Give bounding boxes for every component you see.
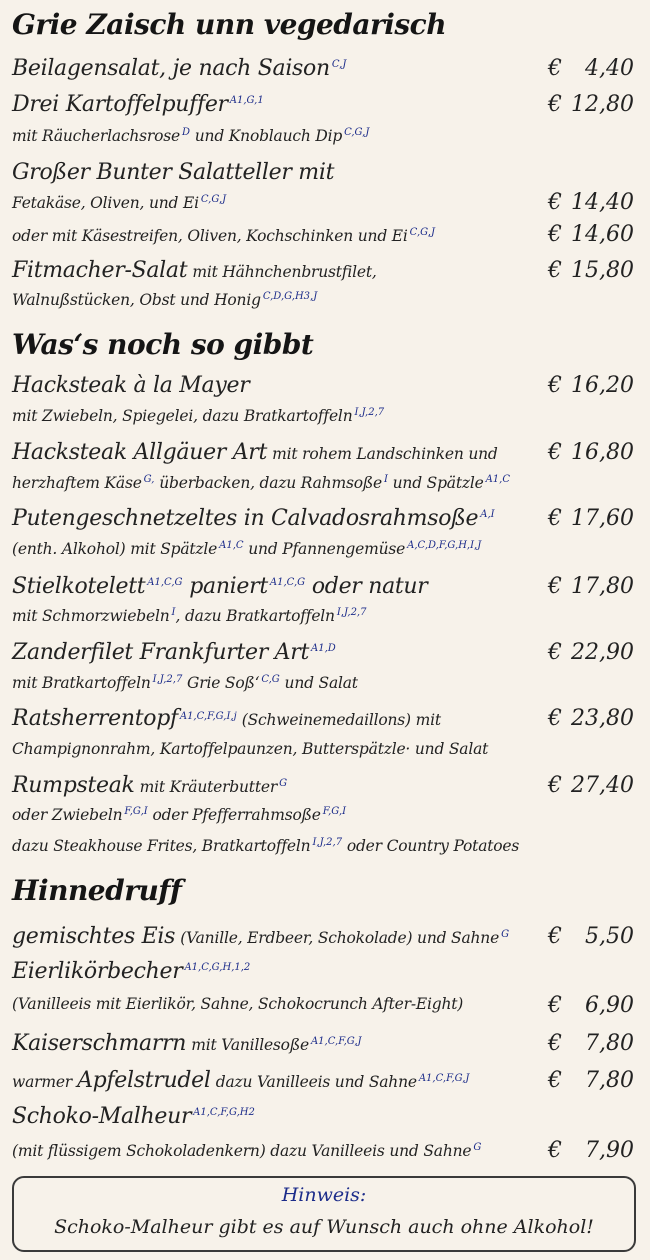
allergen-codes: I — [383, 474, 388, 485]
allergen-codes: I,J,2,7 — [336, 607, 367, 618]
item-name: Beilagensalat, je nach Saison — [12, 56, 330, 81]
allergen-codes: A1,C,F,G,I,j — [179, 710, 237, 722]
item-variant: Fetakäse, Oliven, und Ei $^{C,G,J}$ — [12, 194, 227, 213]
allergen-codes: A1,C,G — [269, 576, 306, 588]
item-name: Kaiserschmarrn — [12, 1031, 187, 1056]
allergen-codes: I,J,2,7 — [312, 837, 343, 848]
item-description: (enth. Alkohol) mit Spätzle $^{A1,C}$ und Pfannengemüse $^{A,C,D,F,G,H,I,J}$ — [12, 540, 482, 559]
allergen-codes: F,G,I — [124, 806, 148, 817]
item-name: Schoko-Malheur — [12, 1104, 192, 1129]
item-description: (mit flüssigem Schokoladenkern) dazu Vanilleeis und Sahne $^G$ — [12, 1142, 482, 1161]
item-name: Ratsherrentopf — [12, 706, 178, 731]
menu-item-hacksteak-mayer — [12, 373, 249, 398]
allergen-codes: G, — [143, 474, 155, 485]
allergen-codes: I — [171, 607, 176, 618]
item-name: Stielkotelett — [12, 574, 146, 599]
allergen-codes: A1,C,F,G,J — [418, 1072, 470, 1084]
section-title-vegetarian: Grie Zaisch unn vegedarisch — [12, 8, 447, 41]
item-description: dazu Steakhouse Frites, Bratkartoffeln $^{I,J,2,7}$ oder Country Potatoes — [12, 837, 520, 856]
allergen-codes: A1,C,F,G,H2 — [193, 1106, 255, 1118]
item-name: Apfelstrudel — [77, 1068, 211, 1093]
allergen-codes: A,C,D,F,G,H,I,J — [407, 540, 482, 551]
allergen-codes: F,G,I — [322, 806, 347, 817]
item-description: mit Bratkartoffeln $^{I,J,2,7}$ Grie Soß‘ $^{C,G}$ und Salat — [12, 674, 358, 693]
notice-title: Hinweis: — [281, 1184, 367, 1206]
menu-item-apfelstrudel: warmer Apfelstrudel dazu Vanilleeis und Sahne $^{A1,C,F,G,J}$ — [12, 1068, 470, 1093]
allergen-codes: G — [473, 1142, 482, 1153]
item-description: Walnußstücken, Obst und Honig $^{C,D,G,H3,J}$ — [12, 291, 318, 310]
allergen-codes: A1,C — [485, 474, 510, 485]
allergen-codes: D — [182, 127, 191, 138]
allergen-codes: C,G,J — [200, 194, 227, 205]
menu-item-eierlikoerbecher — [12, 959, 250, 984]
allergen-codes: C,G,J — [409, 227, 435, 238]
allergen-codes: C,G — [261, 674, 280, 685]
notice-box — [12, 1176, 636, 1252]
item-name: Eierlikörbecher — [12, 959, 183, 984]
item-description: herzhaftem Käse $^{G,}$ überbacken, dazu Rahmsoße $^I$ und Spätzle $^{A1,C}$ — [12, 474, 510, 493]
item-variant: oder mit Käsestreifen, Oliven, Kochschinken und Ei $^{C,G,J}$ — [12, 227, 435, 246]
allergen-codes: I,J,2,7 — [152, 674, 183, 685]
allergen-codes: A1,C — [219, 540, 244, 551]
menu-item-rumpsteak: Rumpsteak mit Kräuterbutter $^G$ — [12, 773, 288, 798]
allergen-codes: C,D,G,H3,J — [262, 291, 318, 302]
allergen-codes: A1,D — [311, 642, 336, 654]
menu-item-stielkotelett: Stielkotelett $^{A1,C,G}$ paniert $^{A1,C,G}$ oder natur — [12, 574, 428, 599]
item-description: (Vanilleeis mit Eierlikör, Sahne, Schokocrunch After-Eight) — [12, 995, 464, 1013]
item-name: gemischtes Eis — [12, 924, 176, 949]
item-name: Großer Bunter Salatteller mit — [12, 160, 335, 185]
item-description: oder Zwiebeln $^{F,G,I}$ oder Pfefferrahmsoße $^{F,G,I}$ — [12, 806, 347, 825]
menu-item-kaiserschmarrn: Kaiserschmarrn mit Vanillesoße $^{A1,C,F,G,J}$ — [12, 1031, 362, 1056]
item-description: mit Schmorzwiebeln $^I$, dazu Bratkartoffeln $^{I,J,2,7}$ — [12, 607, 367, 626]
allergen-codes: I,J,2,7 — [354, 407, 385, 418]
allergen-codes: A,I — [480, 508, 495, 520]
allergen-codes: A1,C,G,H,1,2 — [184, 961, 251, 973]
menu-item-fitmacher: Fitmacher-Salat mit Hähnchenbrustfilet, — [12, 258, 377, 283]
allergen-codes: A1,C,F,G,J — [310, 1035, 362, 1047]
menu-item-ratsherrentopf: Ratsherrentopf $^{A1,C,F,G,I,j}$ (Schweinemedaillons) mit — [12, 706, 441, 731]
item-name: Hacksteak à la Mayer — [12, 373, 250, 398]
allergen-codes: G — [279, 777, 288, 789]
item-name: Drei Kartoffelpuffer — [12, 92, 228, 117]
item-name: Zanderfilet Frankfurter Art — [12, 640, 309, 665]
menu-item-hacksteak-allgaeu: Hacksteak Allgäuer Art mit rohem Landschinken und — [12, 440, 498, 465]
item-name: Hacksteak Allgäuer Art — [12, 440, 268, 465]
item-name: Putengeschnetzeltes in Calvadosrahmsoße — [12, 506, 479, 531]
allergen-codes: A1,G,1 — [229, 94, 264, 106]
menu-item-zanderfilet — [12, 640, 336, 665]
menu-item-salatteller — [12, 160, 334, 185]
menu-item-beilagensalat — [12, 56, 346, 81]
section-title-desserts: Hinnedruff — [12, 874, 182, 907]
menu-page: Grie Zaisch unn vegedarisch Beilagensalat, je nach Saison $^{C,J}$ € 4,40 Drei Kartoffelpuffer $^{A1,G,1}$ € 12,80 mit Räucherlachsrose $^D$ und Knoblauch Dip $^{C,G,J}$ Großer Bunter Salatteller mit Fetakäse, Oliven, und Ei $^{C,G,J}$ € 14,40 oder mit Käsestreifen, Oliven, Kochschinken und Ei $^{C,G,J}$ € 14,60 Fitmacher-Salat mit Hähnchenbrustfilet, € 15,80 Walnußstücken, Obst und Honig $^{C,D,G,H3,J}$ Was‘s noch so gibbt Hacksteak à la Mayer € 16,20 mit Zwiebeln, Spiegelei, dazu Bratkartoffeln $^{I,J,2,7}$ Hacksteak Allgäuer Art mit rohem Landschinken und € 16,80 herzhaftem Käse $^{G,}$ überbacken, dazu Rahmsoße $^I$ und Spätzle $^{A1,C}$ Putengeschnetzeltes in Calvadosrahmsoße $^{A,I}$ € 17,60 (enth. Alkohol) mit Spätzle $^{A1,C}$ und Pfannengemüse $^{A,C,D,F,G,H,I,J}$ Stielkotelett $^{A1,C,G}$ paniert $^{A1,C,G}$ oder natur € 17,80 mit Schmorzwiebeln $^I$, dazu Bratkartoffeln $^{I,J,2,7}$ Zanderfilet Frankfurter Art $^{A1,D}$ € 22,90 mit Bratkartoffeln $^{I,J,2,7}$ Grie Soß‘ $^{C,G}$ und Salat Ratsherrentopf $^{A1,C,F,G,I,j}$ (Schweinemedaillons) mit € 23,80 Champignonrahm, Kartoffelpaunzen, Butterspätzle· und Salat Rumpsteak mit Kräuterbutter $^G$ € 27,40 oder Zwiebeln $^{F,G,I}$ oder Pfefferrahmsoße $^{F,G,I}$ dazu Steakhouse Frites, Bratkartoffeln $^{I,J,2,7}$ oder Country Potatoes Hinnedruff gemischtes Eis (Vanille, Erdbeer, Schokolade) und Sahne $^G$ € 5,50 Eierlikörbecher $^{A1,C,G,H,1,2}$ (Vanilleeis mit Eierlikör, Sahne, Schokocrunch After-Eight) € 6,90 Kaiserschmarrn mit Vanillesoße $^{A1,C,F,G,J}$ € 7,80 warmer Apfelstrudel dazu Vanilleeis und Sahne $^{A1,C,F,G,J}$ € 7,80 Schoko-Malheur $^{A1,C,F,G,H2}$ (mit flüssigem Schokoladenkern) dazu Vanilleeis und Sahne $^G$ € 7,90 Hinweis: Schoko-Malheur gibt es auf Wunsch auch ohne Alkohol! — [0, 0, 650, 1260]
allergen-codes: G — [501, 928, 510, 940]
item-name: Fitmacher-Salat — [12, 258, 188, 283]
menu-item-putengeschnetzeltes — [12, 506, 495, 531]
item-description: mit Zwiebeln, Spiegelei, dazu Bratkartoffeln $^{I,J,2,7}$ — [12, 407, 385, 426]
section-title-more: Was‘s noch so gibbt — [12, 328, 314, 361]
menu-item-gemischtes-eis: gemischtes Eis (Vanille, Erdbeer, Schokolade) und Sahne $^G$ — [12, 924, 510, 949]
item-description: Champignonrahm, Kartoffelpaunzen, Butterspätzle· und Salat — [12, 740, 489, 758]
allergen-codes: C,J — [331, 58, 347, 70]
allergen-codes: C,G,J — [344, 127, 370, 138]
item-name: Rumpsteak — [12, 773, 135, 798]
item-description: mit Räucherlachsrose $^D$ und Knoblauch Dip $^{C,G,J}$ — [12, 127, 370, 146]
menu-item-schoko-malheur — [12, 1104, 255, 1129]
allergen-codes: A1,C,G — [147, 576, 183, 588]
notice-text: Schoko-Malheur gibt es auf Wunsch auch ohne Alkohol! — [54, 1216, 594, 1238]
menu-item-kartoffelpuffer — [12, 92, 264, 117]
